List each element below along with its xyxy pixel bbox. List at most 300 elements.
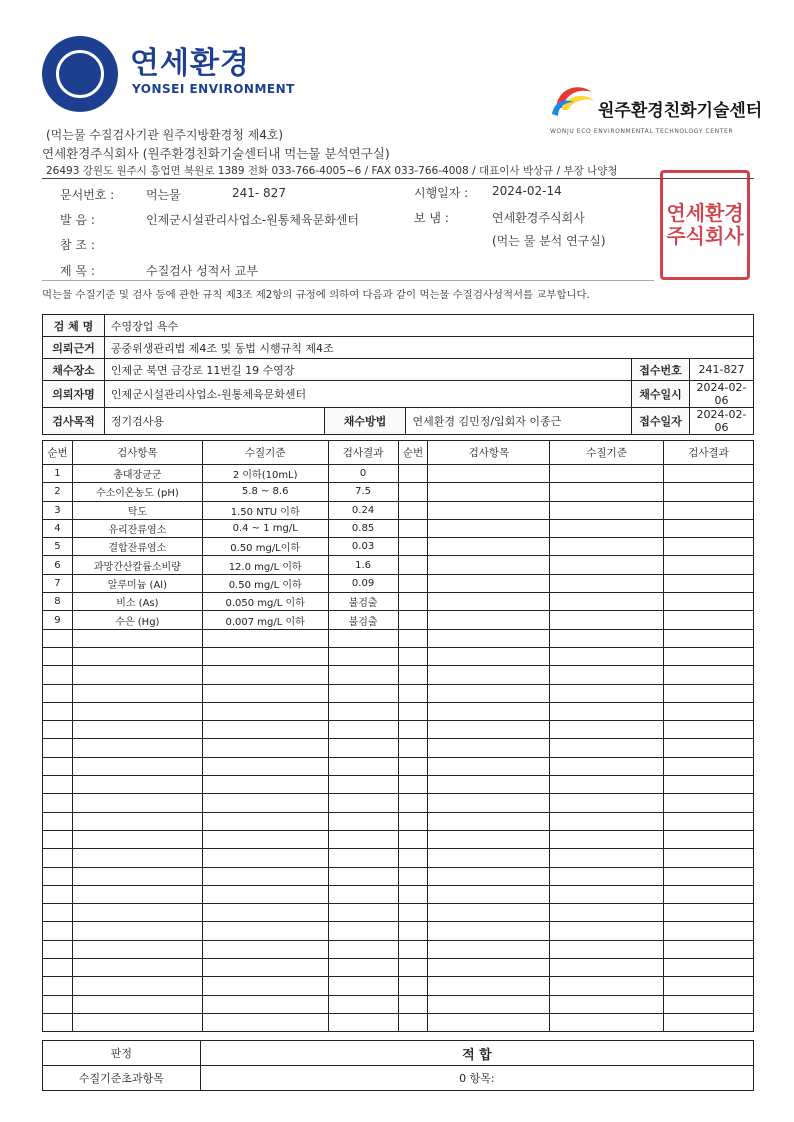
empty-cell	[550, 611, 664, 629]
header-line-2: 연세환경주식회사 (원주환경친화기술센터내 먹는물 분석연구실)	[42, 146, 390, 161]
empty-cell	[550, 922, 664, 940]
empty-cell	[72, 647, 202, 665]
verdict-table	[42, 1040, 754, 1091]
empty-cell	[664, 739, 754, 757]
empty-cell	[428, 684, 550, 702]
cell-item: 총대장균군	[72, 465, 202, 483]
empty-cell	[428, 647, 550, 665]
empty-cell	[72, 721, 202, 739]
center-logo-icon	[548, 78, 598, 122]
empty-cell	[398, 757, 428, 775]
client-label: 의뢰자명	[43, 381, 105, 408]
empty-cell	[43, 794, 73, 812]
empty-cell	[664, 1013, 754, 1031]
empty-cell	[398, 922, 428, 940]
cell-item: 유리잔류염소	[72, 519, 202, 537]
subject-label: 제 목 :	[60, 264, 95, 278]
empty-cell	[328, 647, 398, 665]
empty-cell	[664, 611, 754, 629]
empty-cell	[550, 538, 664, 556]
from-label: 보 냄 :	[414, 211, 449, 225]
cell-no: 9	[43, 611, 73, 629]
table-row	[43, 593, 754, 611]
cell-standard: 0.50 mg/L 이하	[202, 574, 328, 592]
table-row	[43, 959, 754, 977]
empty-cell	[72, 830, 202, 848]
empty-cell	[72, 757, 202, 775]
cell-result: 0	[328, 465, 398, 483]
empty-cell	[72, 922, 202, 940]
empty-cell	[428, 812, 550, 830]
empty-cell	[72, 885, 202, 903]
empty-cell	[428, 794, 550, 812]
empty-cell	[550, 794, 664, 812]
empty-cell	[43, 776, 73, 794]
sample-info-table	[42, 314, 754, 435]
cell-standard: 1.50 NTU 이하	[202, 501, 328, 519]
empty-cell	[550, 995, 664, 1013]
empty-cell	[428, 593, 550, 611]
empty-cell	[428, 904, 550, 922]
empty-cell	[202, 684, 328, 702]
cell-no: 5	[43, 538, 73, 556]
from-sub: (먹는 물 분석 연구실)	[492, 234, 606, 248]
table-row	[43, 757, 754, 775]
brand-name-english: YONSEI ENVIRONMENT	[132, 82, 295, 96]
cell-item: 비소 (As)	[72, 593, 202, 611]
empty-cell	[328, 739, 398, 757]
empty-cell	[202, 702, 328, 720]
empty-cell	[398, 995, 428, 1013]
cell-standard: 12.0 mg/L 이하	[202, 556, 328, 574]
empty-cell	[398, 959, 428, 977]
empty-cell	[550, 519, 664, 537]
empty-cell	[202, 1013, 328, 1031]
empty-cell	[72, 702, 202, 720]
method-value: 연세환경 김민정/입회자 이종근	[406, 408, 632, 435]
empty-cell	[43, 995, 73, 1013]
empty-cell	[664, 794, 754, 812]
empty-cell	[72, 1013, 202, 1031]
empty-cell	[550, 830, 664, 848]
empty-cell	[428, 940, 550, 958]
table-row	[43, 922, 754, 940]
empty-cell	[550, 593, 664, 611]
empty-cell	[328, 867, 398, 885]
empty-cell	[202, 830, 328, 848]
empty-cell	[202, 867, 328, 885]
place-label: 채수장소	[43, 359, 105, 381]
empty-cell	[664, 812, 754, 830]
empty-cell	[43, 684, 73, 702]
table-row	[43, 519, 754, 537]
cell-standard: 0.007 mg/L 이하	[202, 611, 328, 629]
empty-cell	[398, 593, 428, 611]
empty-cell	[428, 885, 550, 903]
table-row	[43, 849, 754, 867]
empty-cell	[72, 794, 202, 812]
empty-cell	[428, 501, 550, 519]
client-value: 인제군시설관리사업소-원통체육문화센터	[104, 381, 631, 408]
empty-cell	[328, 721, 398, 739]
empty-cell	[398, 465, 428, 483]
header-line-3: 26493 강원도 원주시 흥업면 북원로 1389 전화 033-766-4005~6 / FAX 033-766-4008 / 대표이사 박상규 / 부장 나양청	[46, 165, 618, 177]
empty-cell	[398, 867, 428, 885]
empty-cell	[664, 483, 754, 501]
empty-cell	[550, 1013, 664, 1031]
to-label: 발 음 :	[60, 213, 95, 227]
empty-cell	[398, 684, 428, 702]
table-row	[43, 611, 754, 629]
empty-cell	[43, 904, 73, 922]
empty-cell	[43, 666, 73, 684]
empty-cell	[428, 702, 550, 720]
empty-cell	[550, 721, 664, 739]
header-divider	[42, 178, 754, 179]
sample-label: 검 체 명	[43, 315, 105, 337]
empty-cell	[43, 830, 73, 848]
cell-no: 8	[43, 593, 73, 611]
empty-cell	[550, 812, 664, 830]
cell-item: 수은 (Hg)	[72, 611, 202, 629]
empty-cell	[428, 849, 550, 867]
empty-cell	[328, 959, 398, 977]
doc-divider	[42, 280, 654, 281]
table-row	[43, 977, 754, 995]
empty-cell	[398, 904, 428, 922]
yonsei-university-seal	[42, 36, 118, 112]
intro-text: 먹는물 수질기준 및 검사 등에 관한 규칙 제3조 제2항의 규정에 의하여 다음과 같이 먹는물 수질검사성적서를 교부합니다.	[42, 289, 590, 301]
cell-result: 7.5	[328, 483, 398, 501]
empty-cell	[664, 849, 754, 867]
empty-cell	[328, 776, 398, 794]
col-result-2: 검사결과	[664, 441, 754, 465]
empty-cell	[328, 684, 398, 702]
cell-item: 과망간산칼륨소비량	[72, 556, 202, 574]
empty-cell	[550, 666, 664, 684]
empty-cell	[43, 647, 73, 665]
col-standard: 수질기준	[202, 441, 328, 465]
empty-cell	[202, 959, 328, 977]
empty-cell	[664, 922, 754, 940]
empty-cell	[72, 959, 202, 977]
cell-standard: 0.050 mg/L 이하	[202, 593, 328, 611]
ref-label: 참 조 :	[60, 238, 95, 252]
subject-value: 수질검사 성적서 교부	[146, 264, 258, 278]
table-row	[43, 995, 754, 1013]
empty-cell	[43, 959, 73, 977]
empty-cell	[428, 556, 550, 574]
empty-cell	[550, 483, 664, 501]
sample-date-label: 채수일시	[632, 381, 690, 408]
empty-cell	[428, 757, 550, 775]
empty-cell	[72, 849, 202, 867]
judge-label: 판정	[43, 1041, 201, 1066]
empty-cell	[428, 776, 550, 794]
empty-cell	[202, 721, 328, 739]
table-row	[43, 483, 754, 501]
empty-cell	[428, 867, 550, 885]
cell-item: 결합잔류염소	[72, 538, 202, 556]
empty-cell	[202, 647, 328, 665]
empty-cell	[72, 739, 202, 757]
empty-cell	[43, 1013, 73, 1031]
empty-cell	[398, 519, 428, 537]
table-row	[43, 666, 754, 684]
empty-cell	[550, 684, 664, 702]
table-row	[43, 812, 754, 830]
cell-no: 7	[43, 574, 73, 592]
empty-cell	[398, 666, 428, 684]
sample-date-value: 2024-02-06	[689, 381, 753, 408]
receipt-no-label: 접수번호	[632, 359, 690, 381]
empty-cell	[550, 501, 664, 519]
empty-cell	[664, 629, 754, 647]
empty-cell	[328, 849, 398, 867]
empty-cell	[398, 940, 428, 958]
table-row	[43, 739, 754, 757]
table-row	[43, 501, 754, 519]
empty-cell	[664, 702, 754, 720]
doc-no-value: 241- 827	[232, 186, 286, 200]
empty-cell	[72, 812, 202, 830]
cell-result: 불검출	[328, 611, 398, 629]
empty-cell	[664, 757, 754, 775]
cell-no: 6	[43, 556, 73, 574]
method-label: 채수방법	[324, 408, 406, 435]
empty-cell	[428, 959, 550, 977]
empty-cell	[328, 1013, 398, 1031]
exceed-label: 수질기준초과항목	[43, 1066, 201, 1091]
empty-cell	[328, 940, 398, 958]
empty-cell	[550, 904, 664, 922]
doc-no-label: 문서번호 :	[60, 188, 115, 202]
empty-cell	[43, 812, 73, 830]
table-row	[43, 702, 754, 720]
basis-value: 공중위생관리법 제4조 및 동법 시행규칙 제4조	[104, 337, 753, 359]
empty-cell	[43, 885, 73, 903]
empty-cell	[664, 647, 754, 665]
empty-cell	[202, 629, 328, 647]
empty-cell	[664, 721, 754, 739]
empty-cell	[664, 885, 754, 903]
empty-cell	[202, 977, 328, 995]
cell-standard: 2 이하(10mL)	[202, 465, 328, 483]
empty-cell	[202, 940, 328, 958]
empty-cell	[202, 904, 328, 922]
cell-result: 불검출	[328, 593, 398, 611]
table-row	[43, 940, 754, 958]
empty-cell	[398, 977, 428, 995]
table-row	[43, 684, 754, 702]
empty-cell	[550, 757, 664, 775]
empty-cell	[72, 904, 202, 922]
table-row	[43, 904, 754, 922]
empty-cell	[550, 867, 664, 885]
empty-cell	[664, 830, 754, 848]
empty-cell	[328, 702, 398, 720]
empty-cell	[202, 995, 328, 1013]
empty-cell	[398, 501, 428, 519]
brand-name-korean: 연세환경	[130, 46, 250, 81]
exceed-value: 0 항목:	[200, 1066, 753, 1091]
empty-cell	[202, 776, 328, 794]
empty-cell	[664, 519, 754, 537]
cell-item: 알루미늄 (Al)	[72, 574, 202, 592]
empty-cell	[550, 959, 664, 977]
empty-cell	[43, 702, 73, 720]
receipt-date-value: 2024-02-06	[689, 408, 753, 435]
empty-cell	[43, 739, 73, 757]
empty-cell	[43, 940, 73, 958]
empty-cell	[428, 995, 550, 1013]
empty-cell	[43, 629, 73, 647]
empty-cell	[398, 647, 428, 665]
empty-cell	[202, 849, 328, 867]
empty-cell	[72, 977, 202, 995]
empty-cell	[550, 629, 664, 647]
empty-cell	[428, 465, 550, 483]
empty-cell	[328, 629, 398, 647]
center-name-english: WONJU ECO ENVIRONMENTAL TECHNOLOGY CENTER	[550, 128, 734, 135]
empty-cell	[398, 611, 428, 629]
company-seal-stamp: 연세환경 주식회사	[660, 170, 750, 280]
empty-cell	[43, 867, 73, 885]
basis-label: 의뢰근거	[43, 337, 105, 359]
empty-cell	[202, 739, 328, 757]
empty-cell	[72, 666, 202, 684]
empty-cell	[664, 977, 754, 995]
empty-cell	[428, 922, 550, 940]
col-standard-2: 수질기준	[550, 441, 664, 465]
empty-cell	[328, 666, 398, 684]
empty-cell	[398, 483, 428, 501]
receipt-date-label: 접수일자	[632, 408, 690, 435]
table-row	[43, 465, 754, 483]
sample-value: 수영장업 욕수	[104, 315, 753, 337]
empty-cell	[72, 867, 202, 885]
empty-cell	[664, 995, 754, 1013]
cell-result: 1.6	[328, 556, 398, 574]
empty-cell	[202, 794, 328, 812]
empty-cell	[550, 465, 664, 483]
table-row	[43, 721, 754, 739]
empty-cell	[428, 739, 550, 757]
table-row	[43, 830, 754, 848]
empty-cell	[72, 995, 202, 1013]
empty-cell	[398, 629, 428, 647]
receipt-no-value: 241-827	[689, 359, 753, 381]
cell-result: 0.09	[328, 574, 398, 592]
empty-cell	[328, 794, 398, 812]
empty-cell	[398, 1013, 428, 1031]
header-line-1: (먹는물 수질검사기관 원주지방환경청 제4호)	[46, 128, 284, 142]
empty-cell	[72, 776, 202, 794]
empty-cell	[550, 885, 664, 903]
cell-item: 탁도	[72, 501, 202, 519]
empty-cell	[398, 556, 428, 574]
table-row	[43, 629, 754, 647]
table-row	[43, 538, 754, 556]
cell-standard: 0.50 mg/L이하	[202, 538, 328, 556]
empty-cell	[328, 812, 398, 830]
date-label: 시행일자 :	[414, 186, 469, 200]
table-row	[43, 867, 754, 885]
empty-cell	[664, 593, 754, 611]
empty-cell	[428, 519, 550, 537]
empty-cell	[43, 757, 73, 775]
empty-cell	[398, 849, 428, 867]
empty-cell	[550, 647, 664, 665]
empty-cell	[328, 830, 398, 848]
table-row	[43, 794, 754, 812]
purpose-label: 검사목적	[43, 408, 105, 435]
table-row	[43, 556, 754, 574]
empty-cell	[398, 776, 428, 794]
empty-cell	[398, 574, 428, 592]
table-row	[43, 776, 754, 794]
place-value: 인제군 북면 금강로 11번길 19 수영장	[104, 359, 631, 381]
col-no-2: 순번	[398, 441, 428, 465]
empty-cell	[72, 684, 202, 702]
empty-cell	[664, 465, 754, 483]
empty-cell	[664, 666, 754, 684]
empty-cell	[398, 812, 428, 830]
table-row	[43, 1013, 754, 1031]
empty-cell	[202, 666, 328, 684]
empty-cell	[328, 757, 398, 775]
cell-standard: 5.8 ~ 8.6	[202, 483, 328, 501]
empty-cell	[428, 1013, 550, 1031]
table-row	[43, 647, 754, 665]
col-item-2: 검사항목	[428, 441, 550, 465]
col-no: 순번	[43, 441, 73, 465]
empty-cell	[398, 721, 428, 739]
to-value: 인제군시설관리사업소-원통체육문화센터	[146, 213, 359, 227]
empty-cell	[428, 666, 550, 684]
empty-cell	[398, 885, 428, 903]
empty-cell	[328, 885, 398, 903]
date-value: 2024-02-14	[492, 184, 562, 198]
cell-result: 0.03	[328, 538, 398, 556]
empty-cell	[202, 885, 328, 903]
empty-cell	[550, 702, 664, 720]
judge-value: 적 합	[200, 1041, 753, 1066]
empty-cell	[428, 538, 550, 556]
cell-standard: 0.4 ~ 1 mg/L	[202, 519, 328, 537]
cell-no: 2	[43, 483, 73, 501]
cell-result: 0.85	[328, 519, 398, 537]
col-item: 검사항목	[72, 441, 202, 465]
empty-cell	[664, 959, 754, 977]
empty-cell	[550, 574, 664, 592]
empty-cell	[428, 611, 550, 629]
empty-cell	[428, 629, 550, 647]
empty-cell	[664, 501, 754, 519]
empty-cell	[398, 739, 428, 757]
cell-result: 0.24	[328, 501, 398, 519]
test-items-table	[42, 440, 754, 1032]
empty-cell	[664, 556, 754, 574]
empty-cell	[72, 940, 202, 958]
table-row	[43, 574, 754, 592]
center-name: 원주환경친화기술센터	[598, 101, 763, 121]
empty-cell	[664, 904, 754, 922]
empty-cell	[43, 977, 73, 995]
empty-cell	[664, 776, 754, 794]
empty-cell	[398, 702, 428, 720]
empty-cell	[664, 867, 754, 885]
